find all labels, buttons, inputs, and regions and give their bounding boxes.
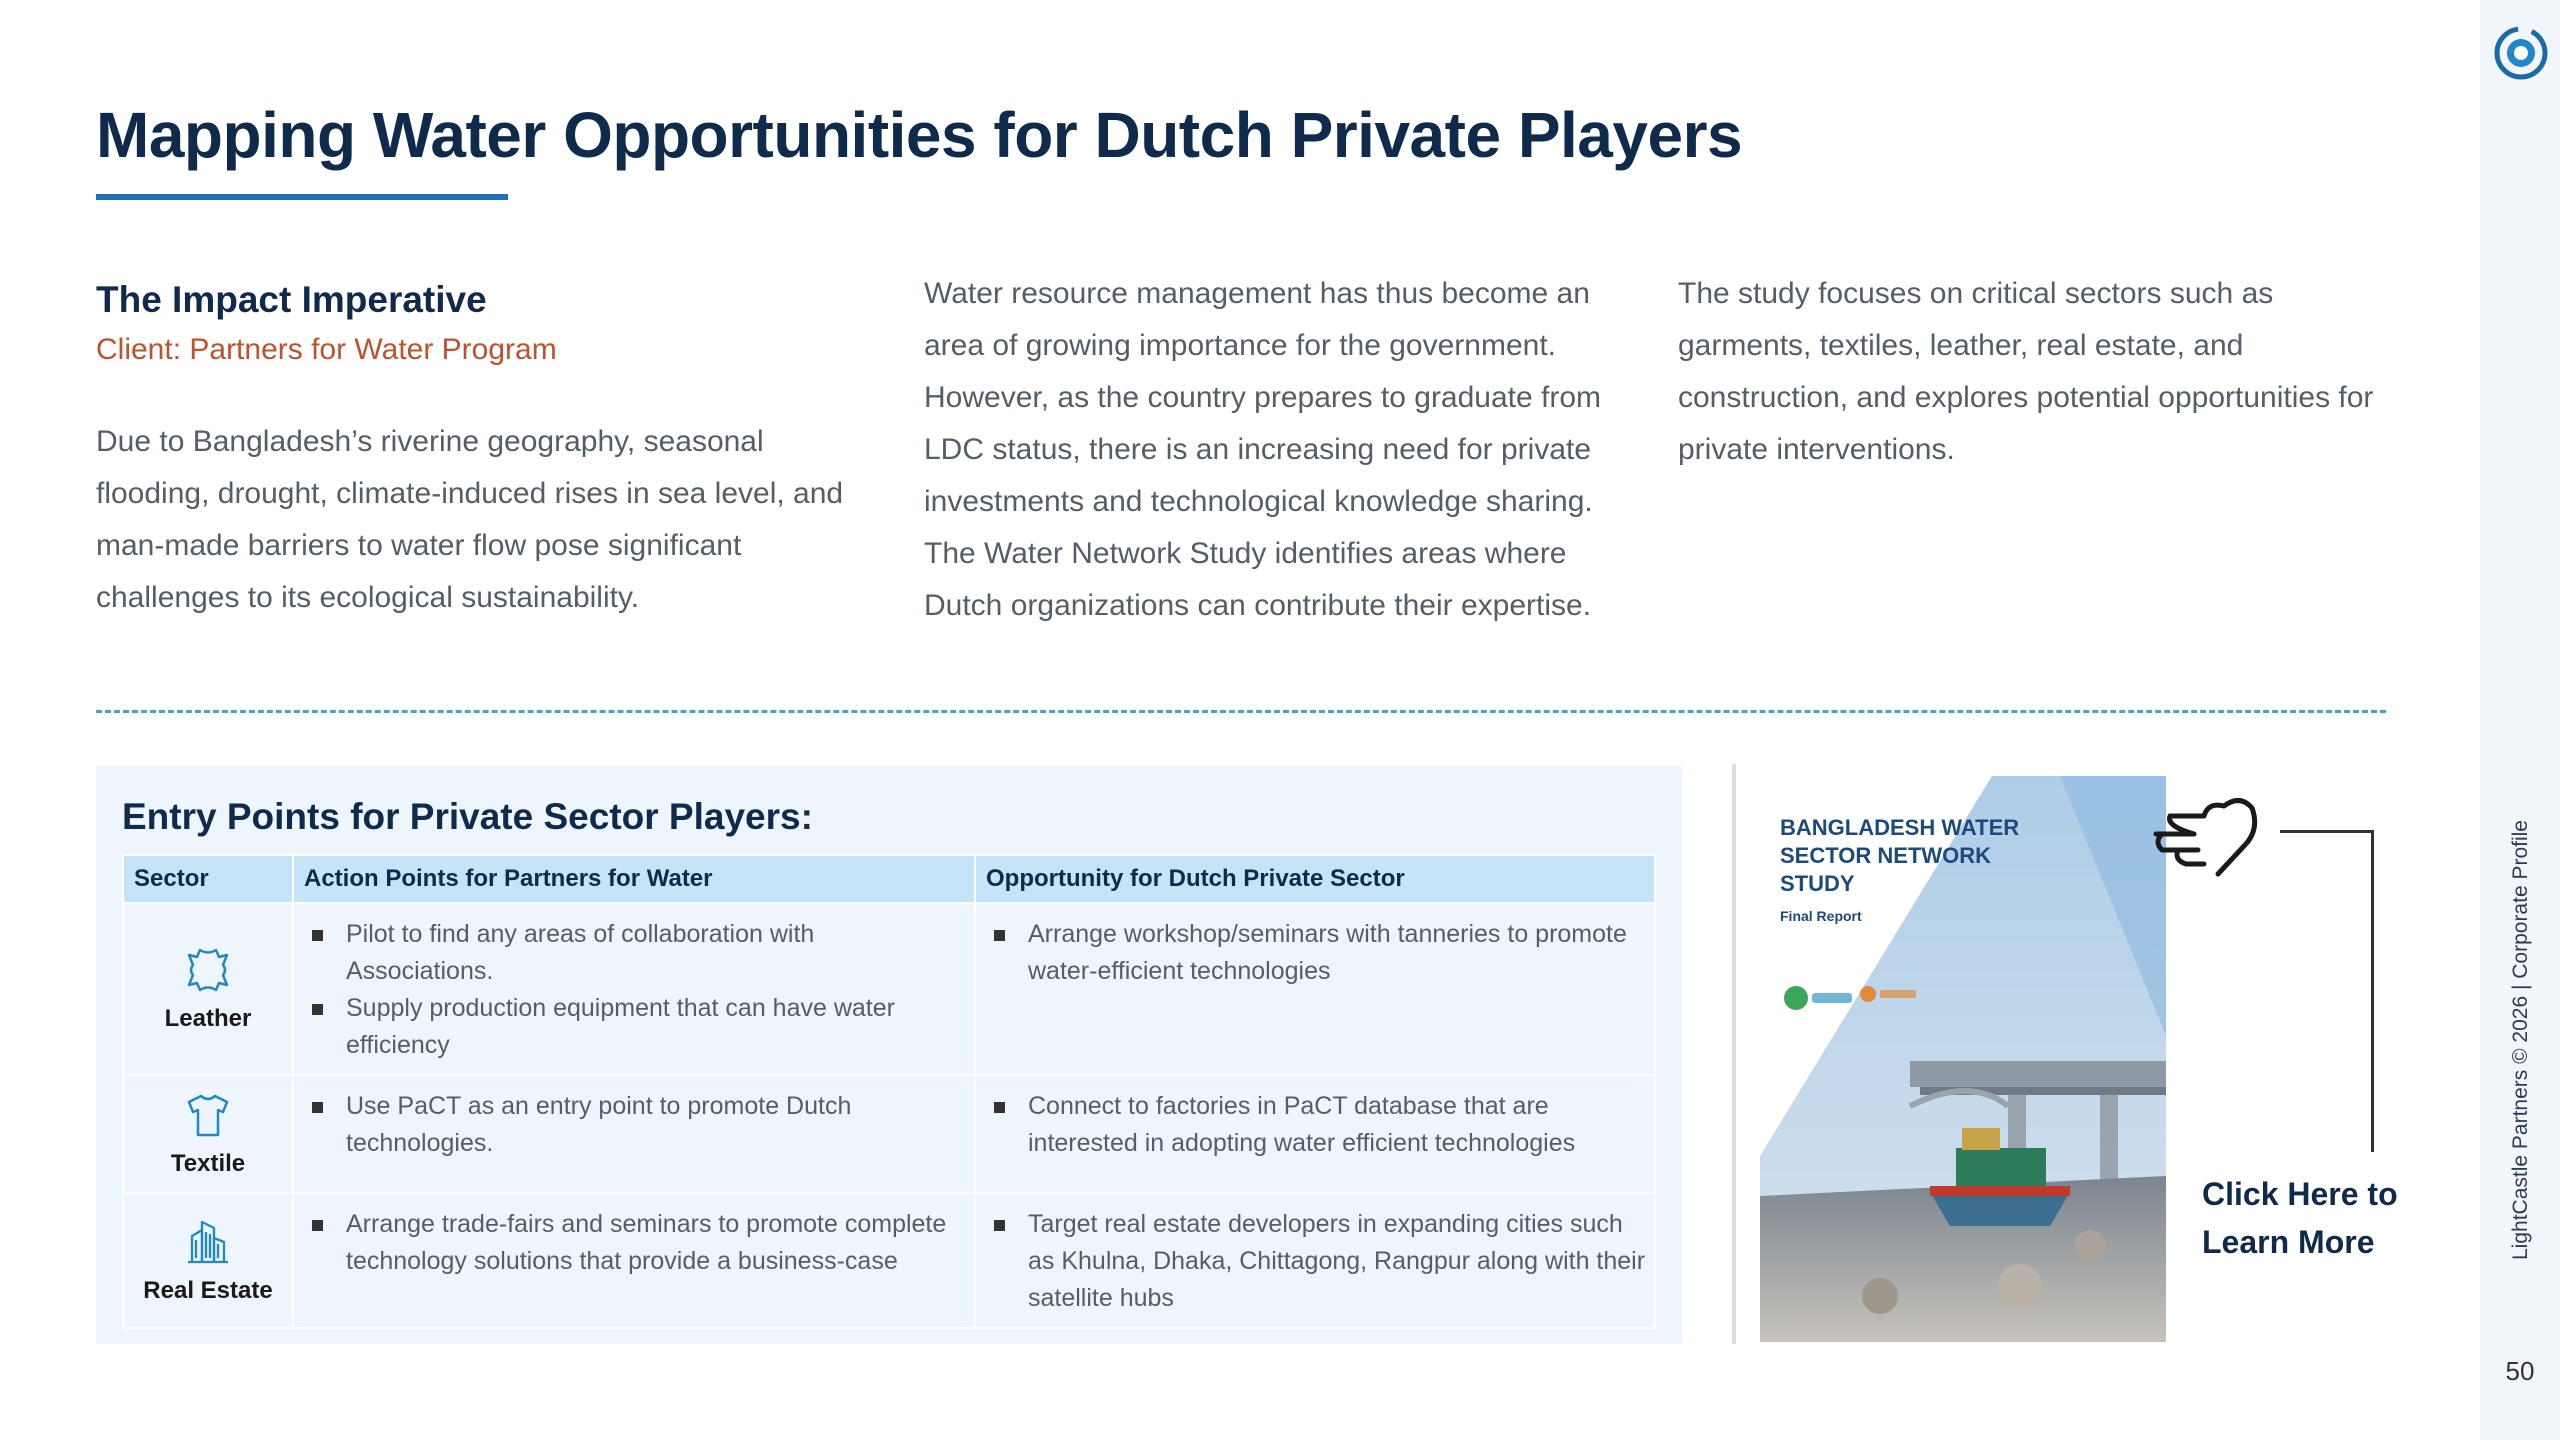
table-row <box>123 1193 1655 1328</box>
intro-paragraph-3: The study focuses on critical sectors such as garments, textiles, leather, real estate, and construction, and explores potential opportunities for private interventions. <box>1678 277 2374 466</box>
actions-cell <box>293 903 975 1075</box>
table-row <box>123 1075 1655 1193</box>
intro-column-1 <box>96 272 866 624</box>
intro-paragraph-1: Due to Bangladesh’s riverine geography, seasonal flooding, drought, climate-induced rises in sea level, and man-made barriers to water flow pose significant challenges to its ecological sustainability. <box>96 425 844 614</box>
entry-points-heading: Entry Points for Private Sector Players: <box>122 796 813 837</box>
table-header-row <box>123 855 1655 903</box>
leather-hide-icon <box>180 942 236 998</box>
callout-connector <box>2280 830 2374 1152</box>
sector-cell <box>123 1193 293 1328</box>
brand-logo-icon <box>2492 22 2550 84</box>
report-divider <box>1732 764 1736 1344</box>
column-header-actions: Action Points for Partners for Water <box>293 855 975 903</box>
column-header-sector: Sector <box>123 855 293 903</box>
intro-column-2 <box>924 268 1644 632</box>
intro-paragraph-2: Water resource management has thus become an area of growing importance for the government. However, as the country prepares to graduate from LDC status, there is an increasing need for private investments and technological knowledge sharing. The Water Network Study identifies areas where Dutch organizations can contribute their expertise. <box>924 277 1602 622</box>
opportunity-point: Target real estate developers in expanding cities such as Khulna, Dhaka, Chittagong, Rangpur along with their satellite hubs <box>992 1206 1646 1317</box>
report-cover-title: BANGLADESH WATER SECTOR NETWORK STUDY <box>1780 815 2020 896</box>
action-point: Arrange trade-fairs and seminars to promote complete technology solutions that provide a business-case <box>310 1206 966 1280</box>
title-underline <box>96 194 508 200</box>
opportunity-cell <box>975 903 1655 1075</box>
sector-cell <box>123 903 293 1075</box>
actions-cell <box>293 1075 975 1193</box>
section-divider <box>96 710 2386 713</box>
opportunity-cell <box>975 1075 1655 1193</box>
tshirt-icon <box>180 1087 236 1143</box>
opportunity-cell <box>975 1193 1655 1328</box>
action-point: Pilot to find any areas of collaboration with Associations. <box>310 916 966 990</box>
sector-name: Textile <box>170 1150 246 1177</box>
report-cover-subtitle: Final Report <box>1780 908 1862 924</box>
learn-more-link[interactable]: Click Here to Learn More <box>2202 1176 2398 1260</box>
sector-name: Leather <box>164 1005 252 1032</box>
column-header-opportunity: Opportunity for Dutch Private Sector <box>975 855 1655 903</box>
sector-cell <box>123 1075 293 1193</box>
table-row <box>123 903 1655 1075</box>
impact-heading: The Impact Imperative <box>96 279 487 320</box>
pointing-hand-icon[interactable] <box>2148 786 2260 882</box>
actions-cell <box>293 1193 975 1328</box>
footer-credit: LightCastle Partners © 2026 | Corporate Profile <box>2509 820 2532 1260</box>
page-title: Mapping Water Opportunities for Dutch Private Players <box>96 99 1743 171</box>
entry-points-table <box>122 854 1656 1329</box>
opportunity-point: Connect to factories in PaCT database that are interested in adopting water efficient technologies <box>992 1088 1646 1162</box>
buildings-icon <box>180 1214 236 1270</box>
client-label: Client: Partners for Water Program <box>96 333 557 366</box>
report-cover-image[interactable] <box>1760 776 2166 1342</box>
entry-points-panel <box>96 766 1682 1344</box>
action-point: Use PaCT as an entry point to promote Dutch technologies. <box>310 1088 966 1162</box>
action-point: Supply production equipment that can have water efficiency <box>310 990 966 1064</box>
intro-column-3 <box>1678 268 2408 476</box>
sector-name: Real Estate <box>143 1276 273 1304</box>
opportunity-point: Arrange workshop/seminars with tanneries to promote water-efficient technologies <box>992 916 1646 990</box>
page-number: 50 <box>2505 1356 2535 1386</box>
